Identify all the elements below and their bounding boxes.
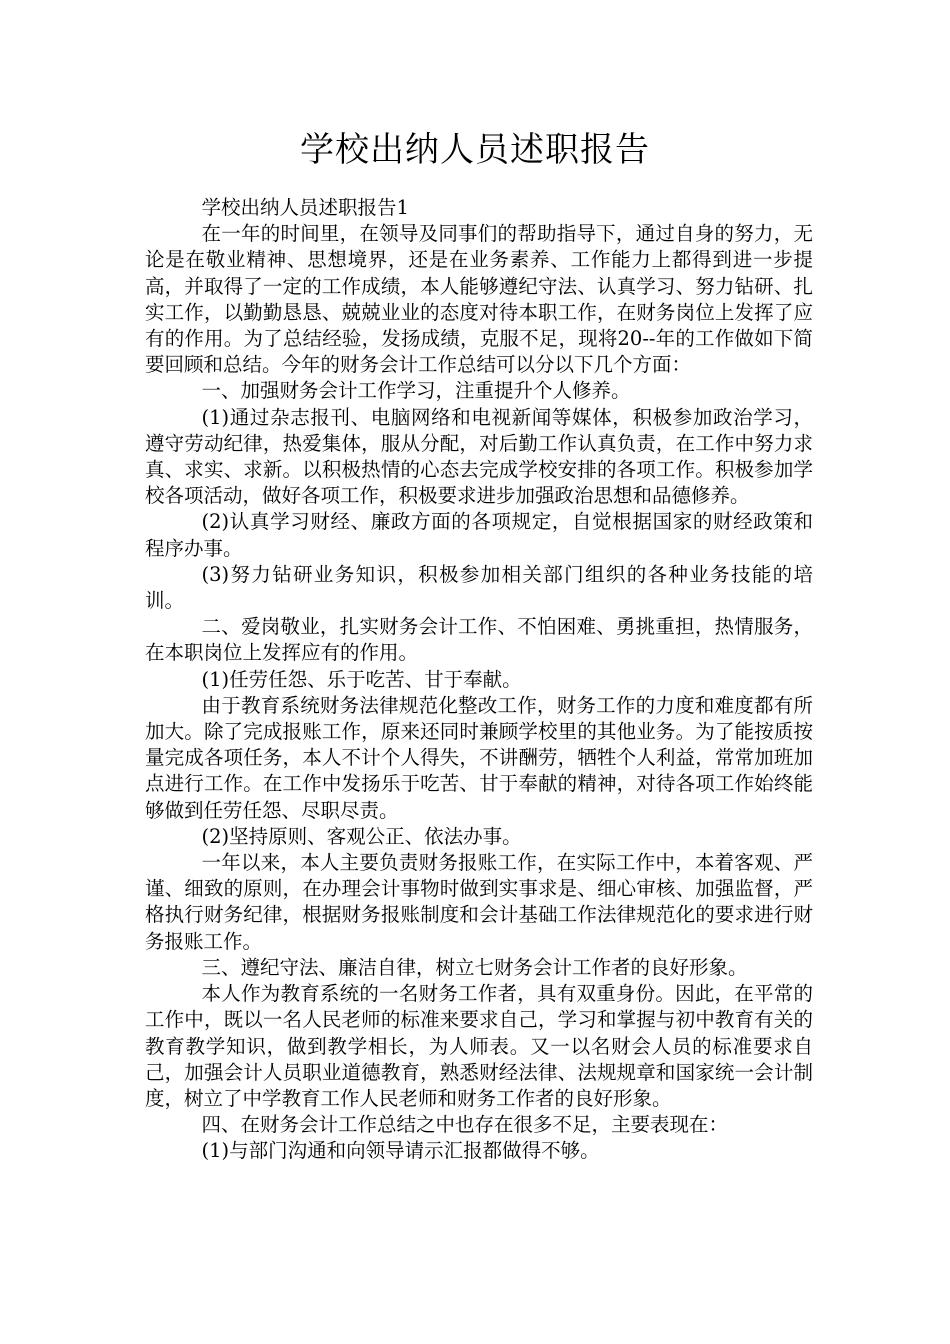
document-title: 学校出纳人员述职报告	[300, 130, 650, 170]
intro-paragraph: 在一年的时间里，在领导及同事们的帮助指导下，通过自身的努力，无论是在敬业精神、思想境界，还是在业务素养、工作能力上都得到进一步提高，并取得了一定的工作成绩，本人能够遵纪守法、认真学习、努力钻研、扎实工作，以勤勤恳恳、兢兢业业的态度对待本职工作，在财务岗位上发挥了应有的作用。为了总结经验，发扬成绩，克服不足，现将20--年的工作做如下简要回顾和总结。今年的财务会计工作总结可以分以下几个方面：	[145, 222, 813, 377]
section-heading-4: 四、在财务会计工作总结之中也存在很多不足，主要表现在：	[201, 1113, 729, 1137]
body-paragraph: (2)坚持原则、客观公正、依法办事。	[201, 824, 522, 848]
section-heading-1: 一、加强财务会计工作学习，注重提升个人修养。	[201, 379, 631, 403]
body-paragraph: 由于教育系统财务法律规范化整改工作，财务工作的力度和难度都有所加大。除了完成报账工作，原来还同时兼顾学校里的其他业务。为了能按质按量完成各项任务，本人不计个人得失，不讲酬劳，牺牲个人利益，常常加班加点进行工作。在工作中发扬乐于吃苦、甘于奉献的精神，对待各项工作始终能够做到任劳任怨、尽职尽责。	[145, 693, 813, 822]
body-paragraph: (3)努力钻研业务知识，积极参加相关部门组织的各种业务技能的培训。	[145, 562, 813, 613]
body-paragraph: (2)认真学习财经、廉政方面的各项规定，自觉根据国家的财经政策和程序办事。	[145, 510, 813, 560]
document-body	[145, 195, 813, 1165]
body-paragraph: 一年以来，本人主要负责财务报账工作，在实际工作中，本着客观、严谨、细致的原则，在办理会计事物时做到实事求是、细心审核、加强监督，严格执行财务纪律，根据财务报账制度和会计基础工作法律规范化的要求进行财务报账工作。	[145, 851, 813, 953]
body-paragraph: (1)与部门沟通和向领导请示汇报都做得不够。	[201, 1139, 600, 1163]
section-heading-2: 二、爱岗敬业，扎实财务会计工作、不怕困难、勇挑重担，热情服务，在本职岗位上发挥应有的作用。	[145, 615, 813, 665]
section-heading-3: 三、遵纪守法、廉洁自律，树立七财务会计工作者的良好形象。	[201, 955, 748, 979]
subtitle-paragraph: 学校出纳人员述职报告1	[201, 196, 409, 219]
body-paragraph: (1)通过杂志报刊、电脑网络和电视新闻等媒体，积极参加政治学习，遵守劳动纪律，热爱集体，服从分配，对后勤工作认真负责，在工作中努力求真、求实、求新。以积极热情的心态去完成学校安排的各项工作。积极参加学校各项活动，做好各项工作，积极要求进步加强政治思想和品德修养。	[145, 405, 813, 508]
body-paragraph: (1)任劳任怨、乐于吃苦、甘于奉献。	[201, 667, 522, 691]
body-paragraph: 本人作为教育系统的一名财务工作者，具有双重身份。因此，在平常的工作中，既以一名人民老师的标准来要求自己，学习和掌握与初中教育有关的教育教学知识，做到教学相长，为人师表。又一以名财会人员的标准要求自己，加强会计人员职业道德教育，熟悉财经法律、法规规章和国家统一会计制度，树立了中学教育工作人民老师和财务工作者的良好形象。	[145, 982, 813, 1110]
